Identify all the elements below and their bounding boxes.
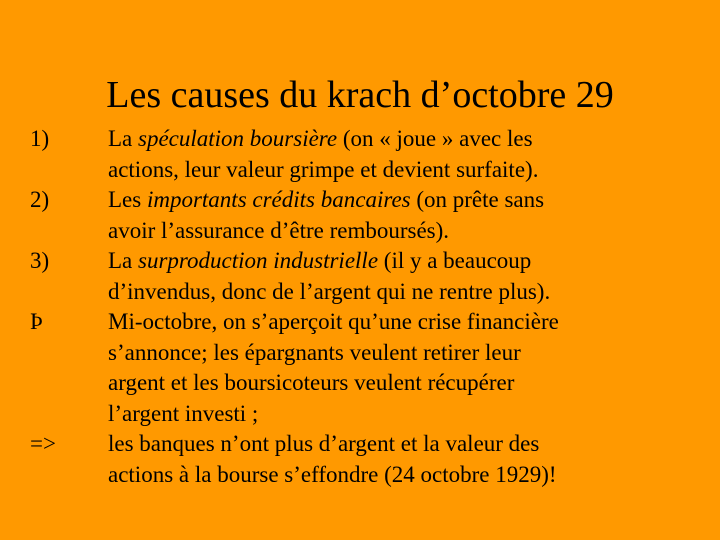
slide-title: Les causes du krach d’octobre 29: [106, 74, 614, 116]
cause-list: [30, 124, 710, 490]
list-item-consequence: [30, 307, 710, 429]
item-number: 1): [30, 126, 50, 151]
list-item-conclusion: [30, 429, 710, 490]
list-item-1: [30, 124, 710, 185]
item-line: d’invendus, donc de l’argent qui ne rentre plus).: [108, 278, 551, 304]
emphasis-text: surproduction industrielle: [138, 248, 379, 273]
item-line: argent et les boursicoteurs veulent récupérer: [108, 370, 515, 395]
list-item-2: [30, 185, 710, 246]
arrow-marker: =>: [30, 431, 56, 456]
item-line: Les importants crédits bancaires (on prête sans: [108, 187, 545, 212]
item-line: Mi-octobre, on s’aperçoit qu’une crise financière: [108, 309, 559, 334]
emphasis-text: spéculation boursière: [138, 126, 338, 151]
item-number: 2): [30, 187, 50, 212]
implies-arrow-icon: Þ: [30, 309, 43, 334]
item-line: actions à la bourse s’effondre (24 octobre 1929)!: [108, 461, 557, 487]
item-line: La spéculation boursière (on « joue » avec les: [108, 126, 533, 151]
item-line: s’annonce; les épargnants veulent retirer leur: [108, 339, 521, 365]
item-number: 3): [30, 248, 50, 273]
item-line: les banques n’ont plus d’argent et la valeur des: [108, 431, 540, 456]
item-line: La surproduction industrielle (il y a beaucoup: [108, 248, 532, 273]
item-line: avoir l’assurance d’être remboursés).: [108, 217, 450, 243]
item-line: actions, leur valeur grimpe et devient surfaite).: [108, 156, 539, 182]
emphasis-text: importants crédits bancaires: [146, 187, 411, 212]
item-line: l’argent investi ;: [108, 400, 259, 426]
list-item-3: [30, 246, 710, 307]
